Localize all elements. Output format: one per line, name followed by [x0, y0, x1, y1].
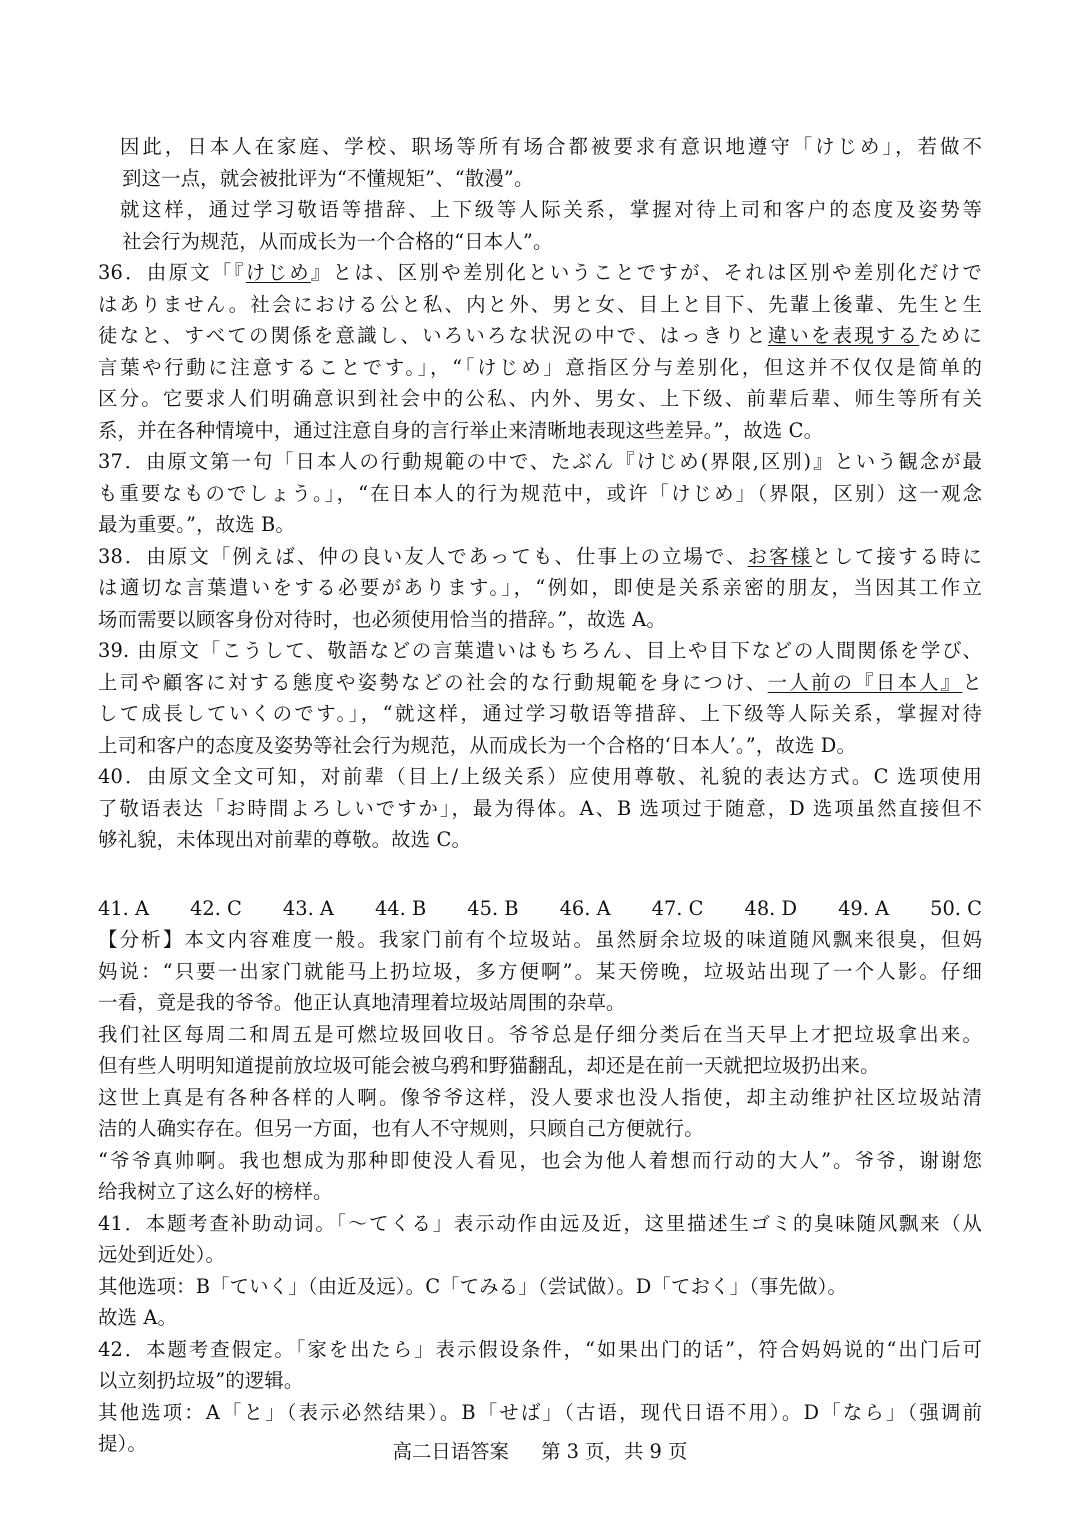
underlined-text: けじめ: [245, 261, 311, 284]
q37-line-2: も重要なものでしょう。」，“在日本人的行为规范中，或许「けじめ」（界限，区别）这一观念: [98, 481, 982, 505]
intro-line-2: 到这一点，就会被批评为“不懂规矩”、“散漫”。: [122, 166, 534, 190]
analysis-line-4: 我们社区每周二和周五是可燃垃圾回收日。爷爷总是仔细分类后在当天早上才把垃圾拿出来。: [98, 1022, 982, 1046]
underlined-text: お客様: [747, 544, 813, 568]
intro-line-4: 社会行为规范，从而成长为一个合格的“日本人”。: [122, 229, 553, 253]
answer-46: 46. A: [559, 896, 611, 920]
q36-line-6: 系，并在各种情境中，通过注意自身的言行举止来清晰地表现这些差异。”，故选 C。: [98, 418, 824, 442]
q39-line-2: 上司や顧客に対する態度や姿勢などの社会的な行動規範を身につけ、一人前の『日本人』と: [98, 670, 982, 694]
q36-line-2: はありません。社会における公と私、内と外、男と女、目上と目下、先輩上後輩、先生と生: [98, 292, 982, 316]
answer-48: 48. D: [744, 896, 798, 920]
answer-43: 43. A: [282, 896, 334, 920]
q42-line-3: 其他选项：A「と」（表示必然结果）。B「せば」（古语，现代日语不用）。D「なら」（强调前: [98, 1400, 982, 1424]
answer-45: 45. B: [467, 896, 519, 920]
answer-50: 50. C: [930, 896, 982, 920]
analysis-line-8: “爷爷真帅啊。我也想成为那种即使没人看见，也会为他人着想而行动的大人”。爷爷，谢谢您: [98, 1148, 982, 1172]
q41-line-1: 41．本题考查补助动词。「～てくる」表示动作由远及近，这里描述生ゴミ的臭味随风飘来（从: [98, 1211, 982, 1235]
q40-line-3: 够礼貌，未体现出对前辈的尊敬。故选 C。: [98, 828, 472, 851]
answer-44: 44. B: [374, 896, 427, 920]
q40-line-2: 了敬语表达「お時間よろしいですか」，最为得体。A、B 选项过于随意，D 选项虽然直接但不: [98, 796, 982, 820]
underlined-text: 一人前の『日本人』: [767, 670, 963, 694]
q38-line-3: 场而需要以顾客身份对待时，也必须使用恰当的措辞。”，故选 A。: [98, 607, 666, 631]
q39-line-3: して成長していくのです。」，“就这样，通过学习敬语等措辞、上下级等人际关系，掌握对待: [98, 702, 982, 725]
q36-line-3: 徒なと、すべての関係を意識し、いろいろな状況の中で、はっきりと違いを表現するために: [98, 324, 982, 347]
analysis-line-2: 妈说：“只要一出家门就能马上扔垃圾，多方便啊”。某天傍晚，垃圾站出现了一个人影。仔细: [98, 959, 982, 983]
document-page: [98, 131, 982, 1460]
analysis-line-7: 洁的人确实存在。但另一方面，也有人不守规则，只顾自己方便就行。: [98, 1117, 704, 1140]
q42-line-2: 以立刻扔垃圾”的逻辑。: [98, 1369, 304, 1392]
footer-subject: 高二日语答案: [392, 1440, 509, 1463]
analysis-line-9: 给我树立了这么好的榜样。: [98, 1180, 333, 1203]
page-footer: [0, 1438, 1080, 1466]
answer-key-row: [98, 893, 982, 925]
q41-line-3: 其他选项：B「ていく」（由近及远）。C「てみる」（尝试做）。D「ておく」（事先做）。: [98, 1274, 847, 1298]
q39-line-4: 上司和客户的态度及姿势等社会行为规范，从而成长为一个合格的‘日本人’。”，故选 D。: [98, 733, 857, 757]
analysis-line-5: 但有些人明明知道提前放垃圾可能会被乌鸦和野猫翻乱，却还是在前一天就把垃圾扔出来。: [98, 1054, 880, 1077]
analysis-line-1: 【分析】本文内容难度一般。我家门前有个垃圾站。虽然厨余垃圾的味道随风飘来很臭，但妈: [98, 928, 982, 951]
analysis-line-3: 一看，竟是我的爷爷。他正认真地清理着垃圾站周围的杂草。: [98, 991, 626, 1014]
analysis-line-6: 这世上真是有各种各样的人啊。像爷爷这样，没人要求也没人指使，却主动维护社区垃圾站清: [98, 1085, 982, 1109]
q42-line-1: 42．本题考查假定。「家を出たら」表示假设条件，“如果出门的话”，符合妈妈说的“出门后可: [98, 1337, 982, 1361]
q37-line-1: 37．由原文第一句「日本人の行動規範の中で、たぶん『けじめ(界限,区別)』という観念が最: [98, 450, 982, 473]
q38-line-2: は適切な言葉遣いをする必要があります。」，“例如，即使是关系亲密的朋友，当因其工作立: [98, 576, 982, 599]
q41-line-2: 远处到近处）。: [98, 1243, 226, 1266]
q40-line-1: 40．由原文全文可知，对前辈（目上/上级关系）应使用尊敬、礼貌的表达方式。C 选项使用: [98, 765, 982, 788]
answer-47: 47. C: [651, 896, 704, 920]
intro-line-3: 就这样，通过学习敬语等措辞、上下级等人际关系，掌握对待上司和客户的态度及姿势等: [120, 198, 982, 221]
answer-42: 42. C: [190, 896, 242, 920]
section-gap: [98, 856, 982, 893]
underlined-text: 違いを表現する: [767, 324, 920, 347]
answer-49: 49. A: [838, 896, 890, 920]
q41-line-4: 故选 A。: [98, 1306, 178, 1329]
q42-line-4: 提）。: [98, 1432, 147, 1455]
q38-line-1: 38．由原文「例えば、仲の良い友人であっても、仕事上の立場で、お客様として接する時に: [98, 544, 982, 568]
q36-line-5: 区分。它要求人们明确意识到社会中的公私、内外、男女、上下级、前辈后辈、师生等所有关: [98, 387, 982, 410]
q36-line-4: 言葉や行動に注意することです。」，“「けじめ」意指区分与差别化，但这并不仅仅是简单的: [98, 355, 982, 379]
intro-line-1: 因此，日本人在家庭、学校、职场等所有场合都被要求有意识地遵守「けじめ」，若做不: [120, 135, 982, 158]
answer-41: 41. A: [98, 896, 150, 920]
q39-line-1: 39. 由原文「こうして、敬語などの言葉遣いはもちろん、目上や目下などの人間関係を学び、: [98, 639, 982, 662]
q37-line-3: 最为重要。”，故选 B。: [98, 513, 295, 536]
q36-line-1: 36．由原文「『けじめ』とは、区別や差別化ということですが、それは区別や差別化だけで: [98, 261, 982, 284]
footer-page-info: 第 3 页，共 9 页: [541, 1440, 688, 1463]
